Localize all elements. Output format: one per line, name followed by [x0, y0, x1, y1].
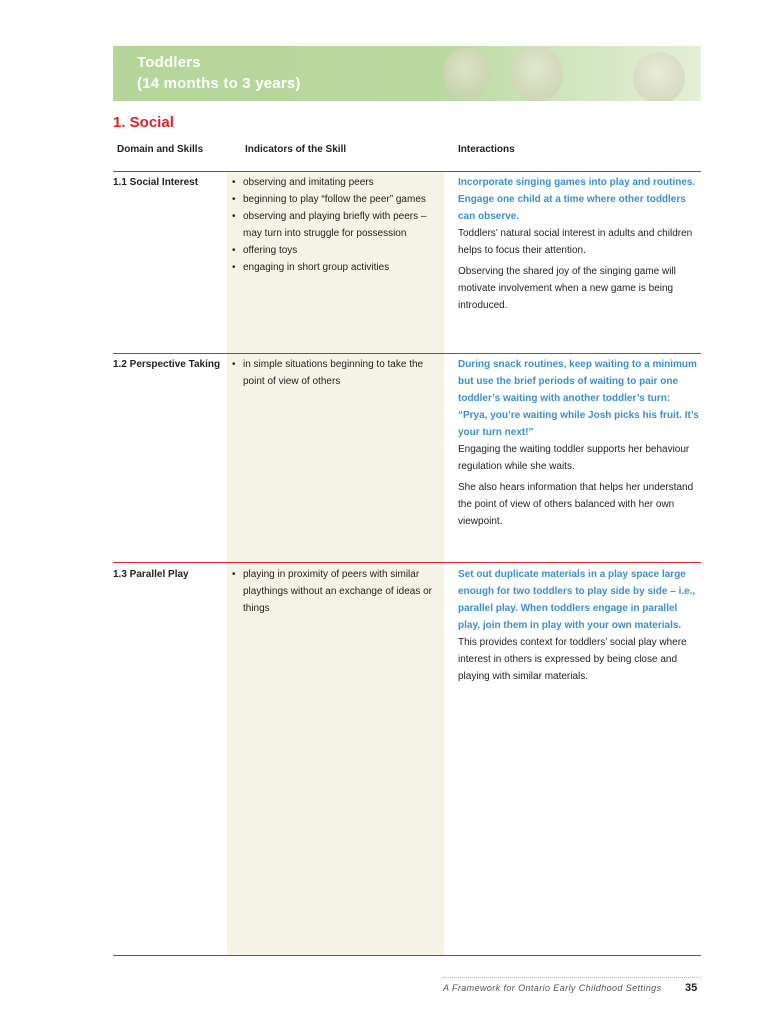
- interactions-cell: [458, 356, 701, 530]
- interaction-text: Toddlers’ natural social interest in adults and children helps to focus their attention.: [458, 228, 693, 256]
- skill-label: 1.1 Social Interest: [113, 177, 199, 188]
- column-header-indicators: Indicators of the Skill: [245, 144, 347, 155]
- banner-title-line2: (14 months to 3 years): [137, 75, 301, 92]
- row-divider-1: [113, 353, 701, 354]
- row-divider-2: [113, 562, 701, 563]
- toddler-photo-1: [443, 48, 489, 100]
- footer-dotted-rule: [443, 977, 701, 978]
- interaction-highlight: “Prya, you’re waiting while Josh picks his fruit. It’s your turn next!”: [458, 410, 699, 438]
- interaction-text: Observing the shared joy of the singing game will motivate involvement when a new game is being introduced.: [458, 266, 676, 311]
- interaction-text: This provides context for toddlers’ social play where interest in others is expressed by being close and playing with similar materials.: [458, 637, 687, 682]
- page-number: 35: [685, 982, 698, 994]
- banner-title-line1: Toddlers: [137, 54, 201, 71]
- page-banner: [113, 46, 701, 101]
- interaction-highlight: Incorporate singing games into play and routines.: [458, 177, 696, 188]
- interaction-highlight: Set out duplicate materials in a play space large enough for two toddlers to play side by side – i.e., parallel play. When toddlers engage in parallel play, join them in play with your own materials.: [458, 569, 696, 631]
- column-header-domain: Domain and Skills: [117, 144, 204, 155]
- indicator-item: • playing in proximity of peers with similar playthings without an exchange of ideas or things: [232, 566, 437, 617]
- indicator-item: • in simple situations beginning to take the point of view of others: [232, 356, 437, 390]
- indicator-item: • offering toys: [232, 242, 437, 259]
- skill-label: 1.3 Parallel Play: [113, 569, 189, 580]
- footer-title: A Framework for Ontario Early Childhood Settings: [443, 983, 662, 993]
- interaction-text: Engaging the waiting toddler supports her behaviour regulation while she waits.: [458, 444, 690, 472]
- interaction-highlight: Engage one child at a time where other toddlers can observe.: [458, 194, 686, 222]
- interaction-highlight: During snack routines, keep waiting to a minimum but use the brief periods of waiting to pair one toddler’s waiting with another toddler’s turn:: [458, 359, 697, 404]
- indicator-item: • observing and imitating peers: [232, 174, 437, 191]
- banner-title: [137, 52, 301, 94]
- header-rule: [113, 171, 701, 172]
- column-header-interactions: Interactions: [458, 144, 515, 155]
- indicator-list: [232, 174, 437, 276]
- indicator-item: • engaging in short group activities: [232, 259, 437, 276]
- section-heading: 1. Social: [113, 114, 174, 131]
- indicators-column-shade: [227, 172, 444, 955]
- skill-label: 1.2 Perspective Taking: [113, 359, 221, 370]
- toddler-photo-3: [633, 52, 685, 101]
- table-bottom-rule: [113, 955, 701, 956]
- interactions-cell: [458, 566, 701, 685]
- indicator-item: • beginning to play “follow the peer” games: [232, 191, 437, 208]
- indicator-list: [232, 566, 437, 617]
- toddler-photo-2: [511, 46, 563, 101]
- interaction-text: She also hears information that helps her understand the point of view of others balanced with her own viewpoint.: [458, 482, 694, 527]
- indicator-list: [232, 356, 437, 390]
- interactions-cell: [458, 174, 701, 314]
- indicator-item: • observing and playing briefly with peers – may turn into struggle for possession: [232, 208, 437, 242]
